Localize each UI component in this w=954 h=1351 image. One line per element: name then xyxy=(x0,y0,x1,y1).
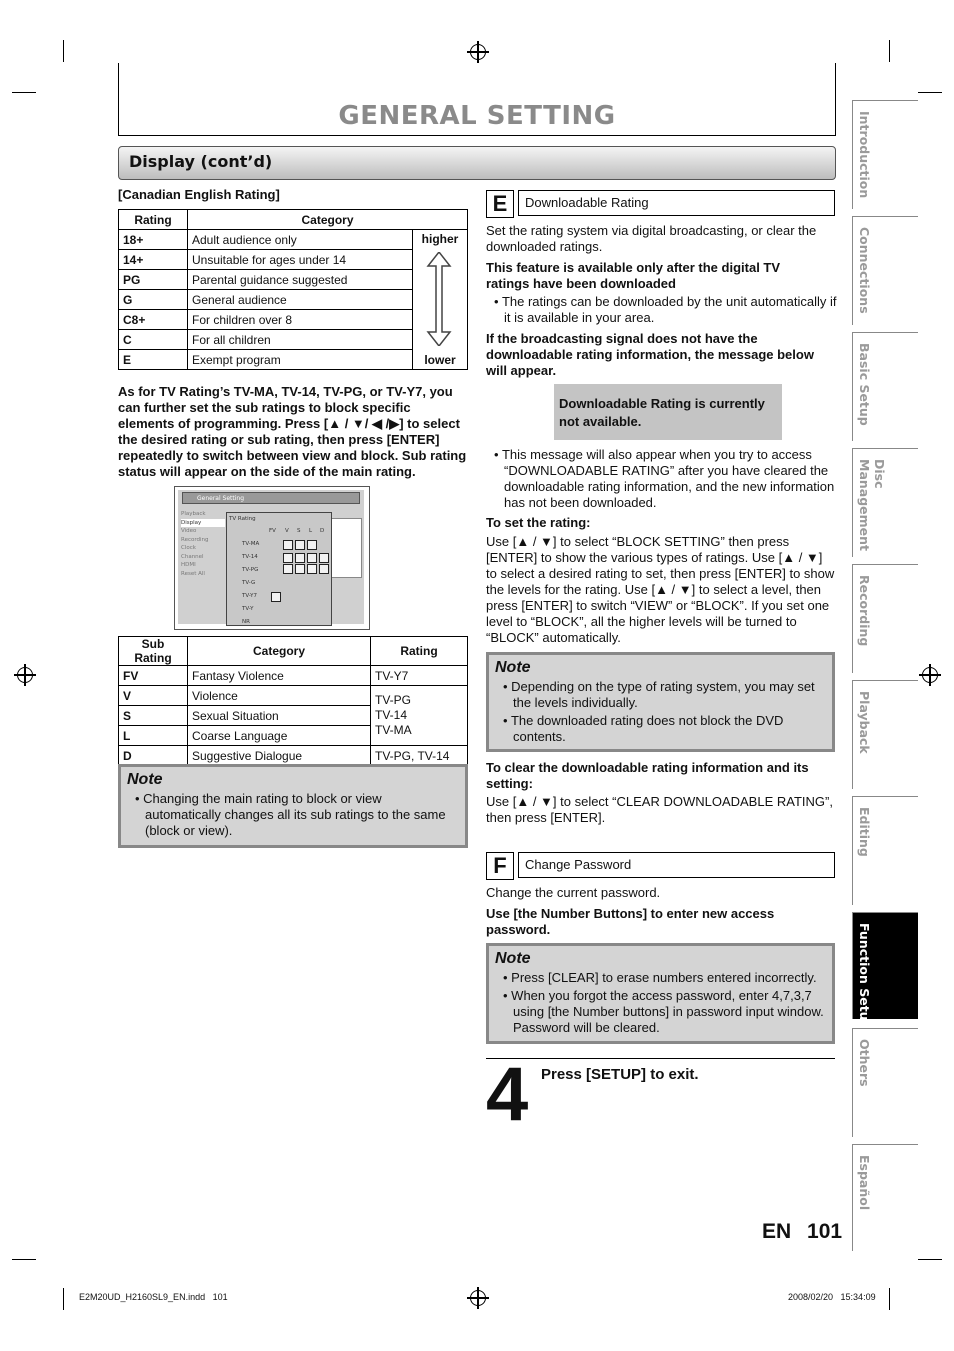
sub-cell: D xyxy=(119,746,188,766)
screen-backpanel xyxy=(330,518,362,578)
category-cell: Adult audience only xyxy=(188,230,413,250)
tab-label: Introduction xyxy=(857,111,872,199)
page-num: 101 xyxy=(807,1220,843,1243)
note-item: • Changing the main rating to block or view automatically changes all its sub ratings to the same (block or view). xyxy=(127,791,459,839)
category-cell: For all children xyxy=(188,330,413,350)
lower-label: lower xyxy=(424,353,456,367)
checkbox-icon xyxy=(307,540,317,550)
canadian-rating-table xyxy=(118,209,468,370)
tab-recording[interactable] xyxy=(852,564,918,673)
tab-editing[interactable] xyxy=(852,796,918,905)
checkbox-icon xyxy=(319,553,329,563)
checkbox-icon xyxy=(307,553,317,563)
menu-item: Reset All xyxy=(181,570,205,577)
tab-label: Connections xyxy=(857,227,872,314)
title-frame xyxy=(118,63,836,136)
canadian-heading: [Canadian English Rating] xyxy=(118,187,280,202)
language-code: EN xyxy=(762,1220,792,1243)
category-cell: Sexual Situation xyxy=(188,706,371,726)
rating-line: TV-MA xyxy=(375,723,412,737)
sub-cell: V xyxy=(119,686,188,706)
section-title: Display (cont’d) xyxy=(129,152,273,171)
screen-menu xyxy=(181,510,225,578)
merged-rating-cell xyxy=(371,686,468,746)
rating-label: TV-14 xyxy=(242,554,258,560)
col-label: D xyxy=(320,528,325,534)
rating-label: NR xyxy=(242,619,250,625)
double-arrow-icon xyxy=(426,252,452,346)
table-row xyxy=(119,230,468,250)
crop-mark xyxy=(63,1288,64,1310)
tab-label: Recording xyxy=(857,575,872,647)
crop-mark xyxy=(12,92,36,93)
rating-cell: 18+ xyxy=(119,230,188,250)
tab-label: Playback xyxy=(857,691,872,754)
category-cell: General audience xyxy=(188,290,413,310)
menu-item: Video xyxy=(181,528,197,534)
tv-rating-panel xyxy=(226,512,332,626)
subheading: To set the rating: xyxy=(486,515,591,530)
sub-cell: S xyxy=(119,706,188,726)
lock-icon xyxy=(283,540,293,550)
note-title: Note xyxy=(495,659,531,676)
registration-mark-icon xyxy=(922,667,938,683)
paragraph: This feature is available only after the digital TV ratings have been downloaded xyxy=(486,260,781,291)
crop-mark xyxy=(889,1288,890,1310)
rating-label: TV-Y7 xyxy=(242,593,257,599)
checkbox-icon xyxy=(319,564,329,574)
note-box xyxy=(486,652,835,752)
rating-cell: G xyxy=(119,290,188,310)
col-header-rating: Rating xyxy=(119,210,188,230)
col-label: S xyxy=(297,528,301,534)
rating-line: TV-14 xyxy=(375,708,408,722)
step-number: 4 xyxy=(486,1052,529,1137)
crop-mark xyxy=(918,92,942,93)
table-row xyxy=(119,210,468,230)
section-letter: F xyxy=(486,852,514,880)
paragraph: Change the current password. xyxy=(486,885,661,900)
sub-rating-instructions: As for TV Rating’s TV-MA, TV-14, TV-PG, or TV-Y7, you can further set the sub ratings to block specific elements of programming. Press [▲ / ▼/ ◀ /▶] to select the desired rating or sub rating, then press [ENTER] repeatedly to switch between view and block. Sub rating status will appear on the side of the main rating. xyxy=(118,384,467,479)
paragraph: Use [▲ / ▼] to select “CLEAR DOWNLOADABLE RATING”, then press [ENTER]. xyxy=(486,794,833,825)
tab-introduction[interactable] xyxy=(852,100,918,209)
note-item: • The downloaded rating does not block the DVD contents. xyxy=(495,713,826,745)
rating-cell: TV-Y7 xyxy=(371,666,468,686)
section-label: Change Password xyxy=(518,852,835,878)
category-cell: Fantasy Violence xyxy=(188,666,371,686)
rating-label: TV-MA xyxy=(242,541,260,547)
tab-playback[interactable] xyxy=(852,680,918,789)
category-cell: Coarse Language xyxy=(188,726,371,746)
divider xyxy=(486,1058,835,1059)
crop-mark xyxy=(918,1259,942,1260)
section-f-header xyxy=(486,852,835,876)
tab-espanol[interactable] xyxy=(852,1144,918,1251)
tab-connections[interactable] xyxy=(852,216,918,325)
col-header-category: Category xyxy=(188,637,371,666)
registration-mark-icon xyxy=(470,1290,486,1306)
note-title: Note xyxy=(127,771,163,788)
sub-rating-table xyxy=(118,636,468,766)
bullet-item: • This message will also appear when you try to access “DOWNLOADABLE RATING” after you have cleared the downloadable rating information, and the new information has not been downloaded. xyxy=(486,447,854,511)
tab-function-setup[interactable] xyxy=(852,912,918,1030)
paragraph: Set the rating system via digital broadcasting, or clear the downloaded ratings. xyxy=(486,223,817,254)
menu-item: Channel xyxy=(181,553,204,560)
rating-cell: E xyxy=(119,350,188,370)
screen-title: General Setting xyxy=(182,492,360,504)
paragraph: Use [the Number Buttons] to enter new access password. xyxy=(486,906,775,937)
tab-label: Editing xyxy=(857,807,872,857)
note-box xyxy=(118,764,468,848)
col-header-rating: Rating xyxy=(371,637,468,666)
print-date: 2008/02/20 15:34:09 xyxy=(788,1292,876,1302)
message-box xyxy=(554,384,782,440)
table-row xyxy=(119,637,468,666)
menu-item: Recording xyxy=(181,536,209,543)
table-row xyxy=(119,746,468,766)
table-row xyxy=(119,666,468,686)
tab-disc-management[interactable] xyxy=(852,448,918,557)
paragraph: Use [▲ / ▼] to select “BLOCK SETTING” then press [ENTER] to show the various types of ratings. Use [▲ / ▼] to select a desired rating to set, then press [ENTER] to show the levels for the rating. Use [▲ / ▼] to select a level, then press [ENTER] to switch “VIEW” or “BLOCK”. If you set one level to “BLOCK”, all the higher levels will be turned to “BLOCK” automatically. xyxy=(486,534,835,645)
paragraph: If the broadcasting signal does not have the downloadable rating information, the message below will appear. xyxy=(486,331,814,378)
note-title: Note xyxy=(495,950,531,967)
checkbox-icon xyxy=(283,553,293,563)
section-e-header xyxy=(486,190,835,214)
tv-rating-screenshot xyxy=(174,486,370,630)
rating-label: TV-PG xyxy=(242,567,259,573)
registration-mark-icon xyxy=(470,44,486,60)
category-cell: Parental guidance suggested xyxy=(188,270,413,290)
category-cell: For children over 8 xyxy=(188,310,413,330)
page-title: GENERAL SETTING xyxy=(338,101,616,131)
rating-cell: 14+ xyxy=(119,250,188,270)
note-box xyxy=(486,943,835,1044)
col-header-sub-rating: Sub Rating xyxy=(119,637,188,666)
message-text: Downloadable Rating is currently not available. xyxy=(559,396,765,429)
tab-label: Others xyxy=(857,1039,872,1087)
menu-item: Display xyxy=(181,519,225,528)
tab-others[interactable] xyxy=(852,1028,918,1137)
checkbox-icon xyxy=(295,553,305,563)
col-label: L xyxy=(309,528,313,534)
menu-item: Playback xyxy=(181,511,206,517)
page-number xyxy=(762,1220,842,1244)
category-cell: Violence xyxy=(188,686,371,706)
rating-label: TV-G xyxy=(242,580,256,586)
bullet-item: • The ratings can be downloaded by the unit automatically if it is available in your area. xyxy=(486,294,844,326)
section-label: Downloadable Rating xyxy=(518,190,835,216)
category-cell: Suggestive Dialogue xyxy=(188,746,371,766)
checkbox-icon xyxy=(283,564,293,574)
category-cell: Unsuitable for ages under 14 xyxy=(188,250,413,270)
checkbox-icon xyxy=(307,564,317,574)
rating-line: TV-PG xyxy=(375,693,412,707)
sub-cell: L xyxy=(119,726,188,746)
rating-cell: PG xyxy=(119,270,188,290)
section-letter: E xyxy=(486,190,514,218)
rating-cell: C8+ xyxy=(119,310,188,330)
tab-basic-setup[interactable] xyxy=(852,332,918,441)
menu-item: Clock xyxy=(181,545,196,551)
sub-cell: FV xyxy=(119,666,188,686)
col-label: FV xyxy=(269,528,276,534)
tab-label: Disc Management xyxy=(857,459,887,552)
panel-title: TV Rating xyxy=(229,516,256,522)
crop-mark xyxy=(63,40,64,62)
note-item: • When you forgot the access password, enter 4,7,3,7 using [the Number buttons] in password input window. Password will be cleared. xyxy=(495,988,826,1036)
registration-mark-icon xyxy=(17,667,33,683)
menu-item: HDMI xyxy=(181,562,196,568)
checkbox-icon xyxy=(295,540,305,550)
rating-cell: TV-PG, TV-14 xyxy=(371,746,468,766)
table-row xyxy=(119,686,468,706)
crop-mark xyxy=(12,1259,36,1260)
section-bar xyxy=(118,146,836,180)
checkbox-icon xyxy=(295,564,305,574)
subheading: To clear the downloadable rating information and its setting: xyxy=(486,760,809,791)
col-header-category: Category xyxy=(188,210,468,230)
step-text: Press [SETUP] to exit. xyxy=(541,1066,699,1083)
crop-mark xyxy=(889,40,890,62)
col-label: V xyxy=(285,528,289,534)
category-cell: Exempt program xyxy=(188,350,413,370)
tab-label: Español xyxy=(857,1155,872,1211)
rating-label: TV-Y xyxy=(242,606,254,612)
note-item: • Press [CLEAR] to erase numbers entered incorrectly. xyxy=(495,970,826,986)
tab-label: Function Setup xyxy=(857,923,872,1030)
checkbox-icon xyxy=(271,592,281,602)
file-info: E2M20UD_H2160SL9_EN.indd 101 xyxy=(79,1292,228,1302)
higher-label: higher xyxy=(421,232,459,246)
note-item: • Depending on the type of rating system, you may set the levels individually. xyxy=(495,679,826,711)
level-cell xyxy=(413,230,468,370)
rating-cell: C xyxy=(119,330,188,350)
tab-label: Basic Setup xyxy=(857,343,872,426)
